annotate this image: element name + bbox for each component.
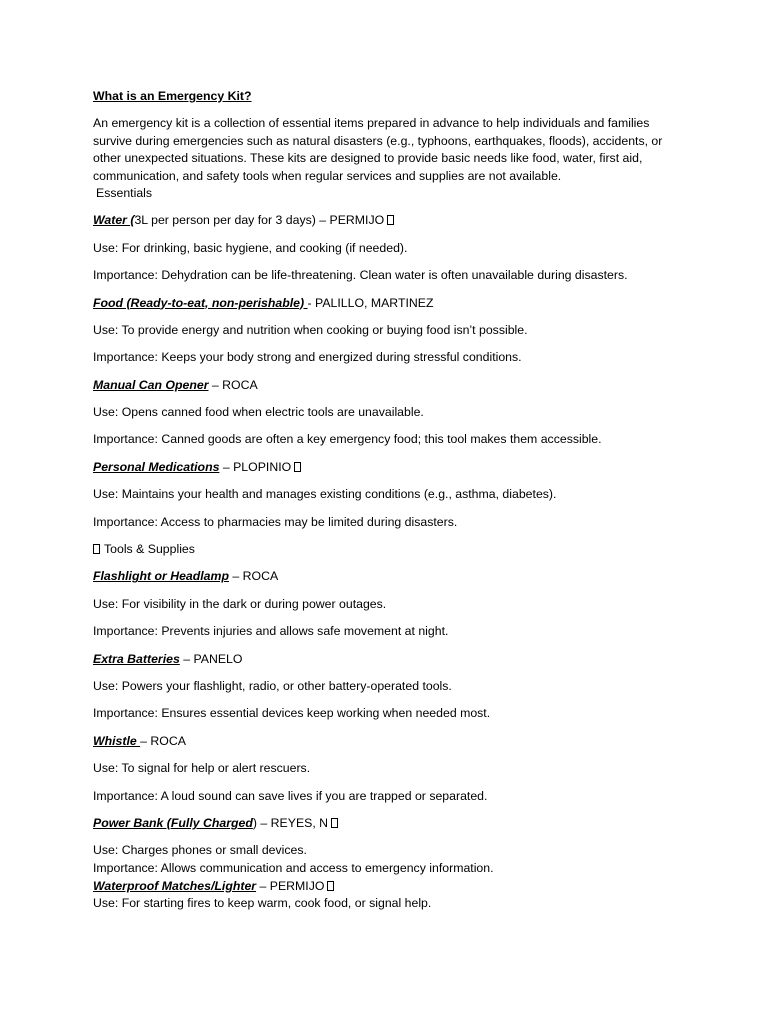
item-heading-batteries — [93, 651, 673, 669]
intro-paragraph: An emergency kit is a collection of essential items prepared in advance to help individuals and families survive during emergencies such as natural disasters (e.g., typhoons, earthquakes, floods), accidents, or other unexpected situations. These kits are designed to provide basic needs like food, water, first aid, communication, and safety tools when regular services and supplies are not available. — [93, 115, 663, 183]
missing-glyph-icon — [387, 215, 394, 225]
item-name-matches: Waterproof Matches/Lighter — [93, 878, 257, 893]
item-heading-whistle — [93, 733, 673, 751]
missing-glyph-icon — [331, 818, 338, 828]
document-page — [93, 88, 673, 913]
item-heading-can-opener — [93, 377, 673, 395]
item-name-power-bank: Power Bank (Fully Charged — [93, 815, 253, 830]
item-name-food: Food (Ready-to-eat, non-perishable) — [93, 295, 308, 310]
item-importance-flashlight: Importance: Prevents injuries and allows safe movement at night. — [93, 624, 449, 639]
item-name-water: Water ( — [93, 213, 135, 228]
item-heading-food — [93, 295, 673, 313]
missing-glyph-icon — [327, 881, 334, 891]
item-importance-power-bank: Importance: Allows communication and access to emergency information. — [93, 860, 494, 875]
item-use-can-opener: Use: Opens canned food when electric tools are unavailable. — [93, 405, 424, 420]
item-name-whistle: Whistle — [93, 733, 141, 748]
item-use-power-bank: Use: Charges phones or small devices. — [93, 843, 307, 858]
item-use-medications: Use: Maintains your health and manages existing conditions (e.g., asthma, diabetes). — [93, 487, 557, 502]
item-detail-food: - PALILLO, MARTINEZ — [307, 295, 434, 310]
item-heading-matches — [93, 878, 673, 896]
item-use-flashlight: Use: For visibility in the dark or during power outages. — [93, 596, 387, 611]
section-tools-heading — [93, 541, 673, 559]
item-importance-medications: Importance: Access to pharmacies may be limited during disasters. — [93, 514, 458, 529]
missing-glyph-icon — [294, 462, 301, 472]
item-detail-water: 3L per person per day for 3 days) – PERMIJO — [134, 213, 385, 228]
missing-glyph-icon — [93, 544, 100, 554]
item-heading-flashlight — [93, 568, 673, 586]
item-use-batteries: Use: Powers your flashlight, radio, or other battery-operated tools. — [93, 678, 452, 693]
item-use-food: Use: To provide energy and nutrition when cooking or buying food isn’t possible. — [93, 322, 528, 337]
item-detail-can-opener: – ROCA — [208, 377, 258, 392]
document-title: What is an Emergency Kit? — [93, 89, 252, 103]
section-essentials-heading: Essentials — [96, 186, 153, 201]
item-importance-can-opener: Importance: Canned goods are often a key emergency food; this tool makes them accessible. — [93, 432, 602, 447]
item-importance-food: Importance: Keeps your body strong and energized during stressful conditions. — [93, 350, 522, 365]
item-importance-water: Importance: Dehydration can be life-threatening. Clean water is often unavailable during disasters. — [93, 268, 628, 283]
item-heading-power-bank — [93, 815, 673, 833]
item-importance-whistle: Importance: A loud sound can save lives if you are trapped or separated. — [93, 788, 488, 803]
item-detail-flashlight: – ROCA — [228, 569, 279, 584]
section-tools-label: Tools & Supplies — [104, 542, 195, 557]
item-heading-medications — [93, 459, 673, 477]
item-detail-batteries: – PANELO — [179, 651, 243, 666]
item-use-whistle: Use: To signal for help or alert rescuers. — [93, 761, 311, 776]
item-detail-power-bank: ) – REYES, N — [252, 815, 329, 830]
item-name-flashlight: Flashlight or Headlamp — [93, 569, 229, 584]
item-importance-batteries: Importance: Ensures essential devices keep working when needed most. — [93, 706, 491, 721]
item-detail-medications: – PLOPINIO — [219, 459, 292, 474]
item-detail-whistle: – ROCA — [140, 733, 186, 748]
item-name-medications: Personal Medications — [93, 459, 220, 474]
item-detail-matches: – PERMIJO — [256, 878, 325, 893]
item-heading-water — [93, 212, 673, 230]
item-use-water: Use: For drinking, basic hygiene, and cooking (if needed). — [93, 240, 408, 255]
item-name-batteries: Extra Batteries — [93, 651, 180, 666]
item-use-matches: Use: For starting fires to keep warm, cook food, or signal help. — [93, 896, 432, 911]
item-name-can-opener: Manual Can Opener — [93, 377, 209, 392]
